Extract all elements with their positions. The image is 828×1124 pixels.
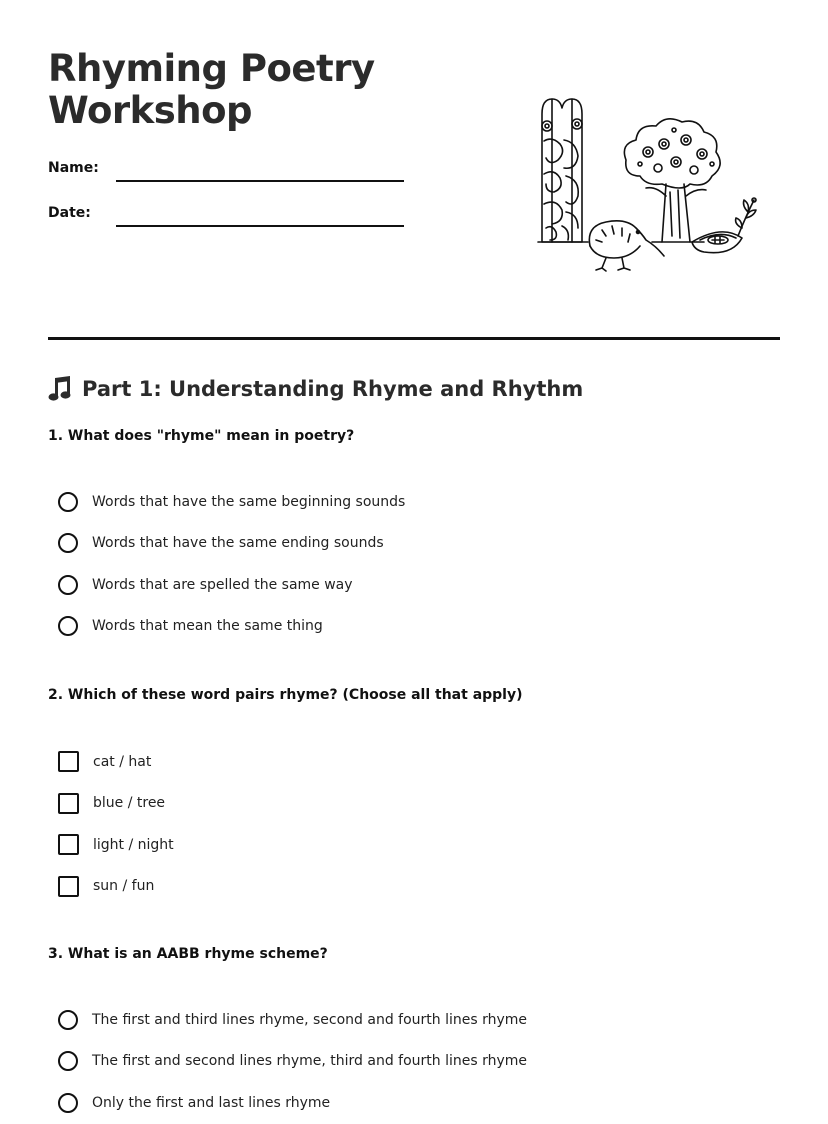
kiwi-tree-illustration — [536, 96, 758, 276]
radio-button[interactable] — [58, 533, 78, 553]
question-1-options — [58, 481, 758, 647]
question-3: 3. What is an AABB rhyme scheme? — [48, 946, 328, 962]
name-field[interactable] — [48, 158, 408, 188]
radio-button[interactable] — [58, 1010, 78, 1030]
date-field[interactable] — [48, 203, 408, 233]
music-note-icon — [48, 376, 72, 402]
checkbox[interactable] — [58, 793, 79, 814]
radio-button[interactable] — [58, 1093, 78, 1113]
fern-icon — [736, 198, 756, 236]
option-radio[interactable] — [58, 523, 758, 565]
option-label: sun / fun — [93, 878, 155, 895]
option-label: light / night — [93, 836, 174, 853]
option-radio[interactable] — [58, 1082, 758, 1124]
option-label: Words that are spelled the same way — [92, 576, 353, 593]
kiwi-bird-icon — [589, 221, 664, 271]
option-label: Words that have the same beginning sounds — [92, 493, 406, 510]
section-title: Part 1: Understanding Rhyme and Rhythm — [82, 377, 584, 401]
tree-icon — [624, 119, 720, 242]
title-line-1: Rhyming Poetry — [48, 47, 375, 90]
name-underline[interactable] — [116, 180, 404, 182]
title-line-2: Workshop — [48, 89, 253, 132]
checkbox[interactable] — [58, 751, 79, 772]
option-checkbox[interactable] — [58, 824, 758, 866]
question-1: 1. What does "rhyme" mean in poetry? — [48, 428, 355, 444]
option-label: cat / hat — [93, 753, 152, 770]
option-checkbox[interactable] — [58, 741, 758, 783]
option-label: The first and second lines rhyme, third and fourth lines rhyme — [92, 1053, 528, 1070]
option-checkbox[interactable] — [58, 866, 758, 908]
option-radio[interactable] — [58, 564, 758, 606]
question-3-options — [58, 999, 758, 1124]
option-label: Words that mean the same thing — [92, 618, 323, 635]
option-radio[interactable] — [58, 481, 758, 523]
section-divider — [48, 337, 780, 340]
option-label: blue / tree — [93, 795, 166, 812]
option-radio[interactable] — [58, 606, 758, 648]
radio-button[interactable] — [58, 616, 78, 636]
option-label: The first and third lines rhyme, second and fourth lines rhyme — [92, 1011, 528, 1028]
radio-button[interactable] — [58, 1051, 78, 1071]
radio-button[interactable] — [58, 492, 78, 512]
section-heading — [48, 373, 583, 405]
checkbox[interactable] — [58, 876, 79, 897]
worksheet-title — [48, 48, 375, 132]
date-underline[interactable] — [116, 225, 404, 227]
option-label: Only the first and last lines rhyme — [92, 1094, 331, 1111]
option-radio[interactable] — [58, 1041, 758, 1083]
name-label: Name: — [48, 160, 99, 176]
carving-icon — [538, 99, 588, 242]
checkbox[interactable] — [58, 834, 79, 855]
worksheet-header — [48, 48, 780, 288]
worksheet-page — [48, 0, 780, 1118]
option-radio[interactable] — [58, 999, 758, 1041]
option-checkbox[interactable] — [58, 783, 758, 825]
date-label: Date: — [48, 205, 91, 221]
question-2-options — [58, 741, 758, 907]
question-2: 2. Which of these word pairs rhyme? (Choose all that apply) — [48, 687, 523, 703]
option-label: Words that have the same ending sounds — [92, 535, 384, 552]
radio-button[interactable] — [58, 575, 78, 595]
